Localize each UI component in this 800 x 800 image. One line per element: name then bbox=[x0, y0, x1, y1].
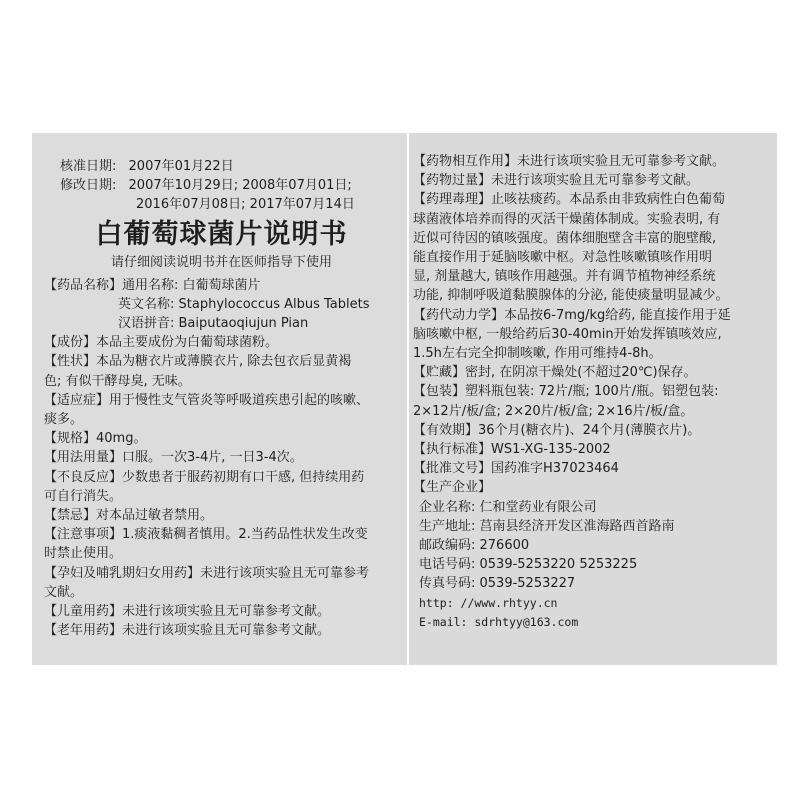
pharmacology-line4: 能直接作用于延脑咳嗽中枢。对急性咳嗽镇咳作用明 bbox=[413, 250, 713, 266]
company-name: 企业名称: 仁和堂药业有限公司 bbox=[419, 499, 597, 515]
company-address: 生产地址: 莒南县经济开发区淮海路西首路南 bbox=[419, 518, 675, 534]
approval-date-row bbox=[44, 157, 399, 176]
revision-date-label: 修改日期: bbox=[60, 178, 117, 194]
pharmacokinetics-line2: 脑咳嗽中枢, 一般给药后30-40min开始发挥镇咳效应, bbox=[413, 326, 722, 342]
postcode: 邮政编码: 276600 bbox=[419, 538, 530, 554]
pharmacology-line3: 近似可待因的镇咳强度。菌体细胞壁含丰富的胞壁酸, bbox=[413, 230, 717, 246]
phone-number: 电话号码: 0539-5253220 5253225 bbox=[419, 557, 638, 573]
email: E-mail: sdrhtyy@163.com bbox=[419, 614, 579, 629]
adverse-reactions-line1: 【不良反应】少数患者于服药初期有口干感, 但持续用药 bbox=[44, 469, 365, 485]
description-line2: 色; 有似干酵母臭, 无味。 bbox=[44, 373, 191, 389]
specification: 【规格】40mg。 bbox=[44, 431, 147, 447]
pharmacology-line5: 显, 剂量越大, 镇咳作用越强。并有调节植物神经系统 bbox=[413, 269, 716, 285]
pharmacology-line2: 球菌液体培养而得的灭活干燥菌体制成。实验表明, 有 bbox=[413, 211, 721, 227]
revision-date-row bbox=[44, 176, 399, 195]
approval-date: 2007年01月22日 bbox=[128, 159, 234, 174]
insert-left-page bbox=[32, 133, 407, 665]
storage: 【贮藏】密封, 在阴凉干燥处(不超过20℃)保存。 bbox=[413, 365, 697, 381]
geriatric-use: 【老年用药】未进行该项实验且无可靠参考文献。 bbox=[44, 623, 331, 639]
precautions-line2: 时禁止使用。 bbox=[44, 546, 123, 562]
ingredients: 【成份】本品主要成份为白葡萄球菌粉。 bbox=[44, 335, 279, 351]
pregnancy-use-line2: 文献。 bbox=[44, 584, 84, 600]
website: http: //www.rhtyy.cn bbox=[419, 595, 558, 610]
fax-number: 传真号码: 0539-5253227 bbox=[419, 576, 576, 592]
insert-right-page bbox=[409, 133, 777, 665]
overdose: 【药物过量】未进行该项实验且无可靠参考文献。 bbox=[413, 173, 700, 189]
packaging-line1: 【包装】塑料瓶包装: 72片/瓶; 100片/瓶。铝塑包装: bbox=[413, 384, 719, 400]
drug-name-common: 【药品名称】通用名称: 白葡萄球菌片 bbox=[44, 277, 261, 293]
indications-line1: 【适应症】用于慢性支气管炎等呼吸道疾患引起的咳嗽、 bbox=[44, 392, 370, 408]
pharmacology-line6: 功能, 抑制呼吸道黏膜腺体的分泌, 能使痰量明显减少。 bbox=[413, 288, 729, 304]
precautions-line1: 【注意事项】1.痰液黏稠者慎用。2.当药品性状发生改变 bbox=[44, 527, 368, 543]
drug-name-english: 英文名称: Staphylococcus Albus Tablets bbox=[118, 296, 370, 312]
pediatric-use: 【儿童用药】未进行该项实验且无可靠参考文献。 bbox=[44, 604, 331, 620]
manufacturer-header: 【生产企业】 bbox=[413, 480, 492, 496]
contraindications: 【禁忌】对本品过敏者禁用。 bbox=[44, 508, 214, 524]
revision-dates-line2: 2016年07月08日; 2017年07月14日 bbox=[136, 197, 355, 213]
packaging-line2: 2×12片/板/盒; 2×20片/板/盒; 2×16片/板/盒。 bbox=[413, 403, 694, 419]
pharmacology-line1: 【药理毒理】止咳祛痰药。本品系由非致病性白色葡萄 bbox=[413, 192, 726, 208]
adverse-reactions-line2: 可自行消失。 bbox=[44, 488, 123, 504]
approval-number: 【批准文号】国药准字H37023464 bbox=[413, 461, 619, 477]
drug-interactions: 【药物相互作用】未进行该项实验且无可靠参考文献。 bbox=[413, 154, 726, 169]
pharmacokinetics-line1: 【药代动力学】本品按6-7mg/kg给药, 能直接作用于延 bbox=[413, 307, 731, 323]
validity-period: 【有效期】36个月(糖衣片)、24个月(薄膜衣片)。 bbox=[413, 422, 701, 438]
document-subtitle: 请仔细阅读说明书并在医师指导下使用 bbox=[110, 254, 332, 270]
approval-date-label: 核准日期: bbox=[60, 159, 117, 174]
revision-dates-line1: 2007年10月29日; 2008年07月01日; bbox=[128, 178, 352, 194]
executive-standard: 【执行标准】WS1-XG-135-2002 bbox=[413, 442, 611, 458]
pregnancy-use-line1: 【孕妇及哺乳期妇女用药】未进行该项实验且无可靠参考 bbox=[44, 565, 370, 581]
pharmacokinetics-line3: 1.5h左右完全抑制咳嗽, 作用可维持4-8h。 bbox=[413, 346, 662, 362]
description-line1: 【性状】本品为糖衣片或薄膜衣片, 除去包衣后显黄褐 bbox=[44, 354, 352, 370]
document-title: 白葡萄球菌片说明书 bbox=[95, 218, 348, 250]
dosage: 【用法用量】口服。一次3-4片, 一日3-4次。 bbox=[44, 450, 303, 466]
indications-line2: 痰多。 bbox=[44, 412, 84, 428]
drug-name-pinyin: 汉语拼音: Baiputaoqiujun Pian bbox=[118, 316, 309, 332]
